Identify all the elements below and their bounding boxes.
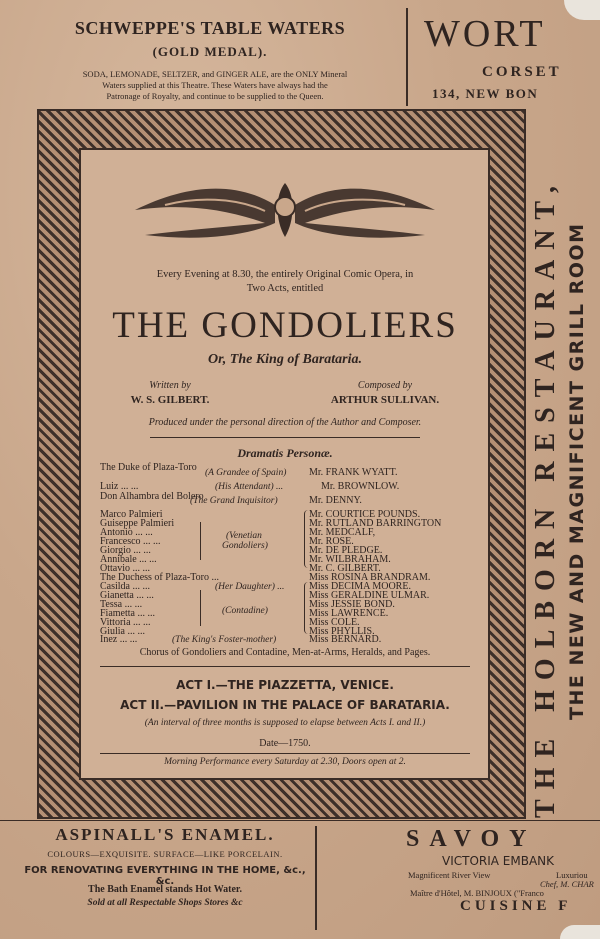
cast-note: (A Grandee of Spain) [205, 468, 287, 478]
cast-actor: Mr. C. GILBERT. [309, 563, 381, 574]
date: Date—1750. [259, 738, 311, 749]
intro-line: Two Acts, entitled [246, 283, 324, 294]
cast-role: Annibale ... ... [100, 554, 157, 565]
cast-actor: Miss LAWRENCE. [309, 608, 389, 619]
worth-subtitle: CORSET [482, 64, 562, 80]
cast-actor: Mr. DENNY. [309, 495, 362, 506]
schweppes-line: Patronage of Royalty, and continue to be supplied to the Queen. [106, 91, 324, 101]
savoy-line2b: Luxuriou [556, 870, 588, 880]
cast-actor: Mr. WILBRAHAM. [309, 554, 391, 565]
cast-role: Guiseppe Palmieri [100, 518, 175, 529]
schweppes-body [30, 69, 400, 102]
intro-line: Every Evening at 8.30, the entirely Original Comic Opera, in [156, 269, 414, 280]
divider [315, 826, 317, 930]
cast-role: Fiametta ... ... [100, 608, 155, 619]
cast-role: Luiz ... ... [100, 481, 139, 492]
cast-role: Inez ... ... [100, 634, 138, 645]
chorus: Chorus of Gondoliers and Contadine, Men-at-Arms, Heralds, and Pages. [139, 647, 431, 658]
cast-role: The Duke of Plaza-Toro [100, 462, 197, 473]
cast-role: Don Alhambra del Bolero [100, 491, 204, 502]
aspinall-title: ASPINALL'S ENAMEL. [55, 825, 275, 844]
cast-actor: Mr. BROWNLOW. [321, 481, 400, 492]
aspinall-line1: COLOURS—EXQUISITE. SURFACE—LIKE PORCELAIN. [47, 849, 283, 859]
cast-actor: Miss GERALDINE ULMAR. [309, 590, 430, 601]
cast-note: (Venetian [226, 531, 262, 541]
writer: W. S. GILBERT. [130, 394, 210, 406]
cast-actor: Miss JESSIE BOND. [309, 599, 395, 610]
cast-note: (The Grand Inquisitor) [190, 496, 278, 506]
cast-actor: Miss COLE. [309, 617, 360, 628]
cast-actor: Mr. MEDCALF, [309, 527, 376, 538]
composer: ARTHUR SULLIVAN. [330, 394, 440, 406]
cast-role: Ottavio ... ... [100, 563, 150, 574]
holborn-restaurant: THE HOLBORN RESTAURANT, [530, 175, 561, 818]
savoy-line4: Maître d'Hôtel, M. BINJOUX ("Franco [410, 888, 544, 898]
cast-actor: Mr. RUTLAND BARRINGTON [309, 518, 442, 529]
schweppes-line: SODA, LEMONADE, SELTZER, and GINGER ALE, are the ONLY Mineral [82, 69, 348, 79]
ornament-crest-icon [125, 175, 445, 245]
cast-actor: Miss BERNARD. [309, 634, 382, 645]
cast-role: Casilda ... ... [100, 581, 150, 592]
cast-actor: Mr. ROSE. [309, 536, 354, 547]
savoy-line3: Chef, M. CHAR [540, 879, 594, 889]
cast-role: Marco Palmieri [100, 509, 163, 520]
aspinall-line4: Sold at all Respectable Shops Stores &c [87, 898, 243, 908]
cast-role: Gianetta ... ... [100, 590, 154, 601]
opera-subtitle: Or, The King of Barataria. [207, 352, 363, 367]
schweppes-line: Waters supplied at this Theatre. These Waters have always had the [102, 80, 328, 90]
cast-note: Gondoliers) [222, 541, 268, 551]
cast-role: Vittoria ... ... [100, 617, 151, 628]
rule [150, 437, 420, 438]
cast-actor: Miss ROSINA BRANDRAM. [309, 572, 431, 583]
intro [100, 268, 470, 296]
aspinall-line2: FOR RENOVATING EVERYTHING IN THE HOME, &c., &c. [24, 865, 306, 887]
rule [100, 666, 470, 667]
cast-note: (Contadine) [222, 606, 268, 616]
cast-note: (The King's Foster-mother) [172, 635, 277, 645]
cast-actor: Mr. COURTICE POUNDS. [309, 509, 421, 520]
divider [406, 8, 408, 106]
matinee-note: Morning Performance every Saturday at 2.30, Doors open at 2. [164, 757, 406, 767]
produced-note: Produced under the personal direction of the Author and Composer. [148, 417, 422, 428]
cast-role: Giorgio ... ... [100, 545, 151, 556]
schweppes-title: SCHWEPPE'S TABLE WATERS [74, 18, 346, 38]
cast-role: Tessa ... ... [100, 599, 143, 610]
act-two: ACT II.—PAVILION IN THE PALACE OF BARATARIA. [120, 698, 450, 712]
worth-title: WORT [424, 13, 546, 55]
savoy-line1: VICTORIA EMBANK [442, 854, 555, 868]
written-by-label: Written by [149, 380, 191, 391]
torn-corner-bottom [560, 925, 600, 939]
savoy-title: SAVOY [406, 826, 537, 852]
cast-actor: Mr. DE PLEDGE. [309, 545, 383, 556]
dramatis-heading: Dramatis Personæ. [237, 446, 333, 460]
worth-address: 134, NEW BON [432, 86, 539, 101]
savoy-line5: CUISINE F [460, 898, 572, 914]
savoy-line2a: Magnificent River View [408, 870, 491, 880]
schweppes-subtitle: (GOLD MEDAL). [152, 44, 268, 59]
cast-actor: Miss PHYLLIS. [309, 626, 375, 637]
rule [100, 753, 470, 754]
opera-title: THE GONDOLIERS [112, 305, 458, 346]
aspinall-line3: The Bath Enamel stands Hot Water. [88, 884, 242, 895]
cast-note: (Her Daughter) ... [215, 582, 285, 592]
cast-role: Giulia ... ... [100, 626, 145, 637]
act-one: ACT I.—THE PIAZZETTA, VENICE. [176, 678, 394, 692]
cast-note: (His Attendant) ... [215, 482, 284, 492]
cast-role: The Duchess of Plaza-Toro ... [100, 572, 219, 583]
composed-by-label: Composed by [357, 380, 413, 391]
cast-role: Francesco ... ... [100, 536, 161, 547]
grill-room: THE NEW AND MAGNIFICENT GRILL ROOM [566, 222, 588, 720]
cast-actor: Mr. FRANK WYATT. [309, 467, 398, 478]
cast-actor: Miss DECIMA MOORE. [309, 581, 411, 592]
cast-role: Antonio ... ... [100, 527, 153, 538]
interval-note: (An interval of three months is supposed to elapse between Acts I. and II.) [144, 718, 426, 728]
rule [0, 820, 600, 821]
